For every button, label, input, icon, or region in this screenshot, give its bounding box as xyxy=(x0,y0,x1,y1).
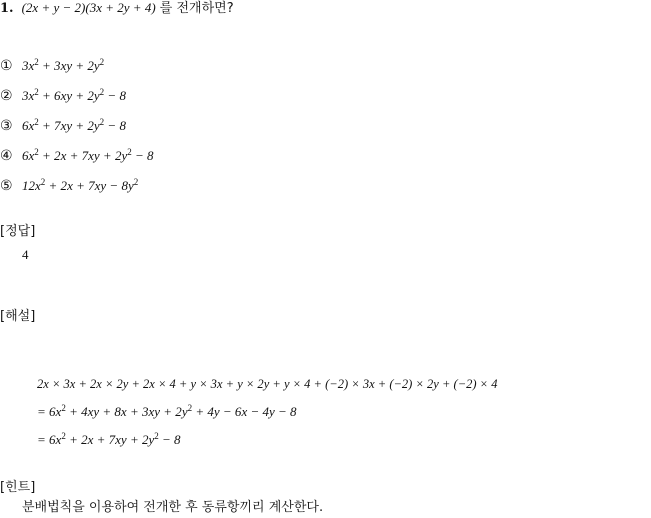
choice-expression: $3x^2 + 6xy + 2y^2 - 8$ xyxy=(22,87,126,103)
choice-marker: ② xyxy=(0,88,13,104)
choice-marker: ⑤ xyxy=(0,178,13,194)
choice-1[interactable] xyxy=(0,58,104,75)
choice-marker: ① xyxy=(0,58,13,74)
choice-marker: ③ xyxy=(0,118,13,134)
question-text: 를 전개하면? xyxy=(159,1,234,16)
choice-expression: $6x^2 + 2x + 7xy + 2y^2 - 8$ xyxy=(22,147,154,163)
question-line xyxy=(0,0,234,17)
choice-4[interactable] xyxy=(0,148,154,165)
choice-5[interactable] xyxy=(0,178,138,195)
explanation-label: [해설] xyxy=(0,309,36,324)
choice-expression: $12x^2 + 2x + 7xy - 8y^2$ xyxy=(22,177,139,193)
explanation-step-1: 2x × 3x + 2x × 2y + 2x × 4 + y × 3x + y × 2y + y × 4 + (−2) × 3x + (−2) × 2y + (−2) × 4 xyxy=(37,377,498,391)
choice-2[interactable] xyxy=(0,88,126,105)
answer-label: [정답] xyxy=(0,224,36,239)
choice-marker: ④ xyxy=(0,148,13,164)
answer-value: 4 xyxy=(22,247,29,262)
question-expression: (2x + y − 2)(3x + 2y + 4) xyxy=(21,0,156,15)
choice-expression: $6x^2 + 7xy + 2y^2 - 8$ xyxy=(22,117,126,133)
explanation-step-2: = $6x^2 + 4xy + 8x + 3xy + 2y^2 + 4y - 6x - 4y - 8$ xyxy=(37,403,297,419)
choice-3[interactable] xyxy=(0,118,126,135)
hint-label: [힌트] xyxy=(0,480,36,495)
hint-text: 분배법칙을 이용하여 전개한 후 동류항끼리 계산한다. xyxy=(22,500,324,515)
explanation-step-3: = $6x^2 + 2x + 7xy + 2y^2 - 8$ xyxy=(37,431,181,447)
choice-expression: $3x^2 + 3xy + 2y^2$ xyxy=(22,57,105,73)
question-number: 1. xyxy=(0,1,14,16)
